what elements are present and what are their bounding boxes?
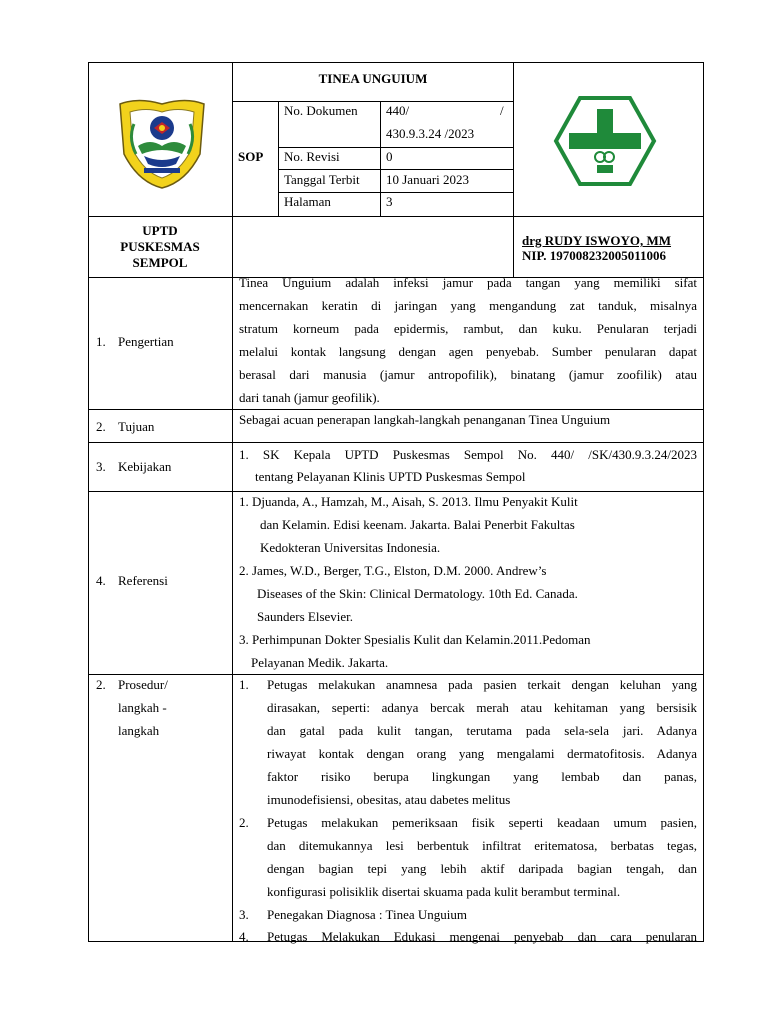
issue-date-value: 10 Januari 2023: [386, 172, 470, 187]
table-border: [88, 674, 704, 675]
pengertian-line: mencernakan keratin di jaringan yang mengandung zat tanduk, misalnya: [239, 298, 697, 313]
step-line: konfigurasi polisiklik disertai skuama pada kulit berambut terminal.: [267, 884, 621, 899]
step-number: 1.: [239, 677, 249, 692]
step-line: dirasakan, seperti: adanya bercak merah atau kehitaman yang bersisik: [267, 700, 697, 715]
table-border: [278, 101, 279, 216]
prosedur-label: Prosedur/: [118, 677, 168, 692]
pengertian-line: dari tanah (jamur geofilik).: [239, 390, 380, 405]
doc-number-slash: /: [500, 103, 504, 118]
table-border: [278, 147, 514, 148]
issue-date-label: Tanggal Terbit: [284, 172, 360, 187]
step-line: Petugas Melakukan Edukasi mengenai penyebab dan cara penularan: [267, 929, 697, 944]
table-border: [88, 491, 704, 492]
pengertian-line: berasal dari manusia (jamur antropofilik), binatang (jamur zoofilik) atau: [239, 367, 697, 382]
table-border: [278, 192, 514, 193]
table-border: [380, 101, 381, 216]
document-title: TINEA UNGUIUM: [318, 71, 428, 86]
table-border: [88, 216, 704, 217]
table-border: [513, 62, 514, 277]
kebijakan-line: 1. SK Kepala UPTD Puskesmas Sempol No. 440/ /SK/430.9.3.24/2023: [239, 447, 697, 462]
referensi-line: 1. Djuanda, A., Hamzah, M., Aisah, S. 2013. Ilmu Penyakit Kulit: [239, 494, 578, 509]
pengertian-label: Pengertian: [118, 334, 174, 349]
step-line: dan ditemukannya lesi berbentuk infiltrat eritematosa, berbatas tegas,: [267, 838, 697, 853]
signer-name: drg RUDY ISWOYO, MM: [522, 233, 672, 248]
page-value: 3: [386, 194, 393, 209]
step-line: riwayat kontak dengan orang yang mengalami dermatofitosis. Adanya: [267, 746, 697, 761]
org-name-line1: UPTD: [142, 223, 178, 238]
pengertian-line: melalui kontak langsung dengan agen penyebab. Sumber penularan dapat: [239, 344, 697, 359]
referensi-line: Pelayanan Medik. Jakarta.: [251, 655, 389, 670]
pengertian-line: Tinea Unguium adalah infeksi jamur pada tangan yang memiliki sifat: [239, 275, 697, 290]
step-line: dan gatal pada kulit tangan, terutama pada sela-sela jari. Adanya: [267, 723, 697, 738]
referensi-line: Diseases of the Skin: Clinical Dermatology. 10th Ed. Canada.: [257, 586, 578, 601]
kebijakan-line: tentang Pelayanan Klinis UPTD Puskesmas Sempol: [255, 469, 526, 484]
referensi-line: dan Kelamin. Edisi keenam. Jakarta. Balai Penerbit Fakultas: [260, 517, 575, 532]
step-line: Penegakan Diagnosa : Tinea Unguium: [267, 907, 468, 922]
doc-number-label: No. Dokumen: [284, 103, 358, 118]
tujuan-text: Sebagai acuan penerapan langkah-langkah penanganan Tinea Unguium: [239, 412, 611, 427]
prosedur-label: langkah -: [118, 700, 167, 715]
table-border: [703, 62, 704, 942]
org-name-line2: PUSKESMAS: [120, 239, 200, 254]
step-number: 2.: [239, 815, 249, 830]
referensi-line: Kedokteran Universitas Indonesia.: [260, 540, 441, 555]
step-line: dengan bagian tepi yang lebih aktif daripada bagian tengah, dan: [267, 861, 697, 876]
step-line: Petugas melakukan anamnesa pada pasien terkait dengan keluhan yang: [267, 677, 697, 692]
revision-value: 0: [386, 149, 393, 164]
org-name-line3: SEMPOL: [132, 255, 188, 270]
kebijakan-label: Kebijakan: [118, 459, 172, 474]
step-line: imunodefisiensi, obesitas, atau dabetes melitus: [267, 792, 511, 807]
doc-number-value-line2: 430.9.3.24 /2023: [386, 126, 475, 141]
pengertian-number: 1.: [96, 334, 106, 349]
referensi-line: 2. James, W.D., Berger, T.G., Elston, D.M. 2000. Andrew’s: [239, 563, 547, 578]
step-number: 4.: [239, 929, 249, 944]
signer-nip: NIP. 197008232005011006: [522, 248, 666, 263]
table-border: [88, 442, 704, 443]
doc-number-value: 440/: [386, 103, 410, 118]
puskesmas-logo: [553, 95, 657, 187]
table-border: [232, 62, 233, 942]
sop-label: SOP: [238, 149, 264, 164]
prosedur-number: 2.: [96, 677, 106, 692]
table-border: [88, 409, 704, 410]
table-border: [88, 62, 89, 942]
tujuan-number: 2.: [96, 419, 106, 434]
table-border: [232, 101, 514, 102]
pengertian-line: stratum korneum pada epidermis, rambut, dan kuku. Penularan terjadi: [239, 321, 697, 336]
page-label: Halaman: [284, 194, 331, 209]
referensi-line: Saunders Elsevier.: [257, 609, 354, 624]
step-line: Petugas melakukan pemeriksaan fisik seperti keadaan umum pasien,: [267, 815, 697, 830]
revision-label: No. Revisi: [284, 149, 340, 164]
tujuan-label: Tujuan: [118, 419, 155, 434]
table-border: [278, 169, 514, 170]
step-number: 3.: [239, 907, 249, 922]
kabupaten-logo: [114, 94, 210, 190]
prosedur-label: langkah: [118, 723, 160, 738]
step-line: faktor risiko berupa lingkungan yang lembab dan panas,: [267, 769, 697, 784]
table-border: [88, 62, 704, 63]
referensi-number: 4.: [96, 573, 106, 588]
referensi-label: Referensi: [118, 573, 168, 588]
referensi-line: 3. Perhimpunan Dokter Spesialis Kulit dan Kelamin.2011.Pedoman: [239, 632, 591, 647]
kebijakan-number: 3.: [96, 459, 106, 474]
